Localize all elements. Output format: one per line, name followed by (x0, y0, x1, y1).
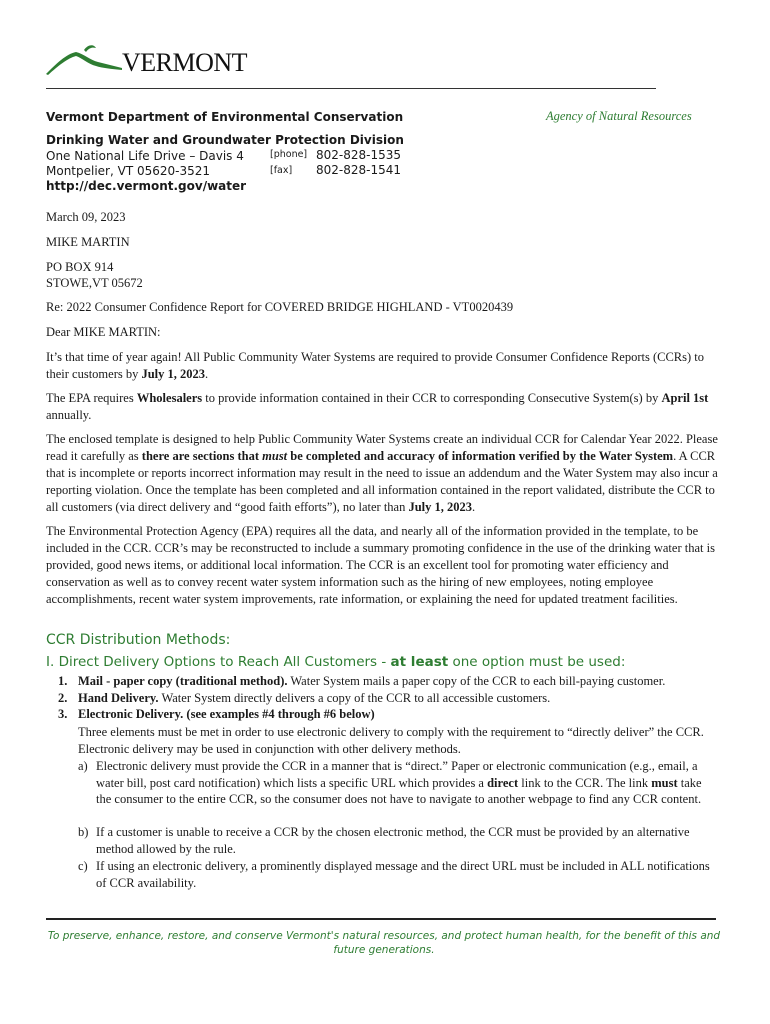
list-item: 3. Electronic Delivery. (see examples #4 through #6 below) (58, 707, 375, 721)
paragraph-2: The EPA requires Wholesalers to provide information contained in their CCR to corresponding Consecutive System(s) by April 1st annually. (46, 391, 709, 422)
header-divider (46, 88, 656, 89)
address-line-1: One National Life Drive – Davis 4 (46, 149, 244, 163)
methods-subheading: I. Direct Delivery Options to Reach All Customers - at least one option must be used: (46, 654, 626, 670)
requirement-c: c) If using an electronic delivery, a prominently displayed message and the direct URL must be included in ALL notifications of CCR availability. (78, 859, 710, 890)
salutation: Dear MIKE MARTIN: (46, 325, 161, 339)
mountain-logo-icon (44, 42, 124, 76)
recipient-name: MIKE MARTIN (46, 235, 130, 249)
address-line-2: Montpelier, VT 05620-3521 (46, 164, 211, 178)
list-item: 2. Hand Delivery. Water System directly delivers a copy of the CCR to all accessible customers. (58, 690, 551, 705)
paragraph-1: It’s that time of year again! All Public Community Water Systems are required to provide Consumer Confidence Reports (CCRs) to their customers by July 1, 2023. (46, 350, 705, 381)
vermont-logo (44, 42, 248, 78)
footer-mission: To preserve, enhance, restore, and conserve Vermont's natural resources, and protect human health, for the benefit of this and future generations. (47, 930, 721, 956)
list-item: 1. Mail - paper copy (traditional method). Water System mails a paper copy of the CCR to each bill-paying customer. (58, 674, 666, 688)
methods-heading: CCR Distribution Methods: (46, 632, 231, 648)
fax-number: 802-828-1541 (316, 163, 402, 177)
paragraph-4: The Environmental Protection Agency (EPA) requires all the data, and nearly all of the information provided in the template, to be included in the CCR. CCR’s may be reconstructed to include a summary promoting confidence in the use of the drinking water that is provided, good news items, or additional local information. The CCR is an excellent tool for promoting water efficiency and conservation as well as to convey recent water system information such as the hiring of new employees, noting employee accomplishments, recent water system improvements, rate information, or explaining the need for updated treatment facilities. (46, 524, 715, 606)
footer-divider (46, 918, 716, 920)
electronic-delivery-body: Three elements must be met in order to use electronic delivery to comply with the requirement to “directly deliver” the CCR. Electronic delivery may be used in conjunction with other delivery methods. (78, 725, 704, 756)
recipient-address-1: PO BOX 914 (46, 260, 114, 274)
phone-number: 802-828-1535 (316, 148, 402, 162)
phone-label: [phone] (270, 149, 308, 160)
agency-name: Agency of Natural Resources (546, 109, 692, 123)
recipient-address-2: STOWE,VT 05672 (46, 276, 143, 290)
requirement-b: b) If a customer is unable to receive a CCR by the chosen electronic method, the CCR must be provided by an alternative method allowed by the rule. (78, 825, 690, 856)
dept-name: Vermont Department of Environmental Conservation (46, 110, 404, 124)
re-line: Re: 2022 Consumer Confidence Report for COVERED BRIDGE HIGHLAND - VT0020439 (46, 300, 514, 314)
delivery-options-list (46, 673, 726, 723)
requirement-a: a) Electronic delivery must provide the CCR in a manner that is “direct.” Paper or electronic communication (e.g., email, a water bill, post card notification) which lists a specific URL which provides a direct link to the CCR. The link must take the consumer to the entire CCR, so the consumer does not have to navigate to another webpage to find any CCR content. (78, 759, 702, 806)
logo-wordmark: VERMONT (122, 48, 248, 77)
division-name: Drinking Water and Groundwater Protection Division (46, 133, 404, 147)
fax-label: [fax] (270, 165, 293, 176)
website-url[interactable]: http://dec.vermont.gov/water (46, 179, 247, 193)
paragraph-3: The enclosed template is designed to help Public Community Water Systems create an individual CCR for Calendar Year 2022. Please read it carefully as there are sections that must be completed and accuracy of information verified by the Water System. A CCR that is incomplete or reports incorrect information may result in the need to issue an addendum and the Water System may also incur a reporting violation. Once the template has been completed and all information contained in the report validated, distribute the CCR to all customers (via direct delivery and “good faith efforts”), no later than July 1, 2023. (46, 432, 718, 514)
letter-date: March 09, 2023 (46, 210, 126, 224)
